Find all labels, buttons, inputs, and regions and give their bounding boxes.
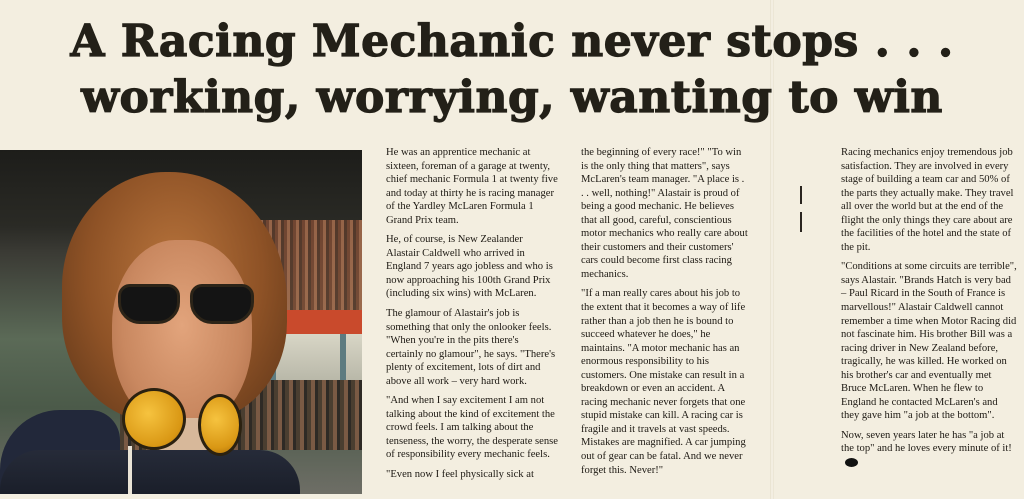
ear-defender-left (122, 388, 186, 450)
paragraph: The glamour of Alastair's job is something that only the onlooker feels. "When you're in the pits there's certainly no glamour", he says. "There's plenty of excitement, lots of dirt and above all work – very hard work. (386, 308, 556, 387)
jacket (0, 450, 300, 494)
pillar (340, 334, 346, 380)
mechanic-photo (0, 150, 362, 494)
sunglasses-right-lens (190, 284, 254, 324)
headphone-cable (128, 446, 132, 494)
paragraph: He was an apprentice mechanic at sixteen, foreman of a garage at twenty, chief mechanic Formula 1 at twenty five and today at thirty he is racing manager of the Yardley McLaren Formula 1 Grand Prix team. (386, 147, 558, 226)
end-mark-icon (845, 458, 858, 467)
paragraph: "And when I say excitement I am not talking about the kind of excitement the crowd feels. I am talking about the tenseness, the worry, the desperate sense of responsibility every mechanic feels. (386, 395, 558, 461)
article-column-3 (841, 146, 1017, 476)
binding-mark (800, 186, 802, 204)
paragraph-text: Now, seven years later he has "a job at the top" and he loves every minute of it! (841, 429, 1012, 455)
last-paragraph (841, 429, 1017, 470)
headline-line-2: working, worrying, wanting to win (81, 72, 943, 123)
headline-line-1: A Racing Mechanic never stops . . . (70, 16, 954, 67)
paragraph: "If a man really cares about his job to the extent that it becomes a way of life rather than a job then he is bound to succeed whatever he does," he maintains. "A motor mechanic has an enormous responsibility to his customers. One mistake can result in a breakdown or even an accident. A racing mechanic never forgets that one stupid mistake can kill. A racing car is fragile and it travels at vast speeds. Mistakes are magnified. A car jumping out of gear can be fatal. And we never forget this. Never!" (581, 288, 746, 476)
binding-marks (795, 186, 807, 236)
ear-defender-right (198, 394, 242, 456)
paragraph: "Conditions at some circuits are terrible", says Alastair. "Brands Hatch is very bad – Paul Ricard in the South of France is marvellous!" Alastair Caldwell cannot remember a time when Motor Racing did not fascinate him. His brother Bill was a racing driver in New Zealand before, tragically, he was killed. He worked on his brother's car and eventually met Bruce McLaren. When he flew to England he contacted McLaren's and they gave him "a job at the bottom". (841, 261, 1017, 422)
article-column-2 (581, 146, 749, 483)
binding-mark (800, 212, 802, 232)
paragraph: "Even now I feel physically sick at (386, 469, 534, 481)
article-column-1 (386, 146, 558, 488)
paragraph: Racing mechanics enjoy tremendous job satisfaction. They are involved in every stage of building a team car and 50% of the parts they actually make. They travel all over the world but at the end of the flight the only things they care about are the facilities of the hotel and the state of the pit. (841, 147, 1014, 253)
sunglasses-left-lens (118, 284, 180, 324)
paragraph: the beginning of every race!" "To win is the only thing that matters", says McLaren's team manager. "A place is . . . well, nothing!" Alastair is proud of being a good mechanic. He believes that all good, careful, conscientious motor mechanics who really care about their customers and their customers' cars could become first class racing mechanics. (581, 147, 748, 280)
paragraph: He, of course, is New Zealander Alastair Caldwell who arrived in England 7 years ago jobless and who is now approaching his 100th Grand Prix (including six wins) with McLaren. (386, 234, 553, 300)
